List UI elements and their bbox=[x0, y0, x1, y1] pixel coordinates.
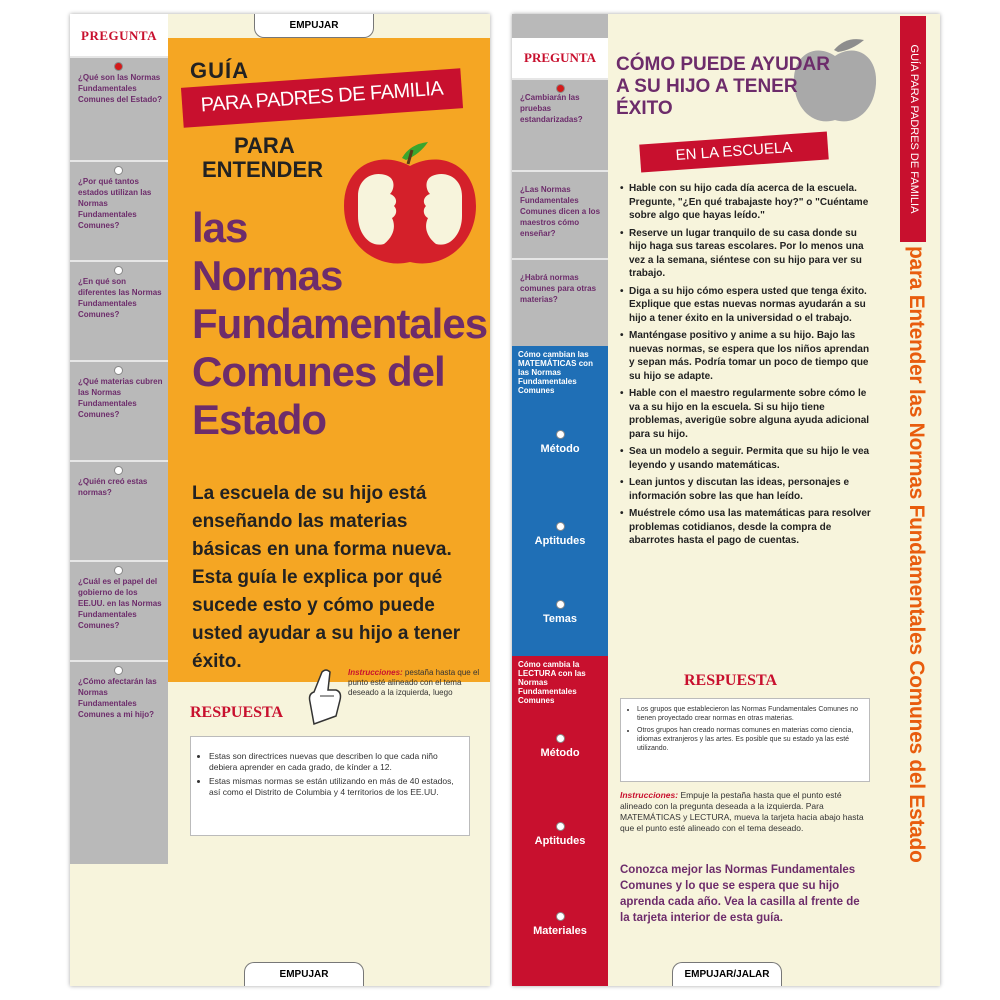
question-text: ¿Qué son las Normas Fundamentales Comunes del Estado? bbox=[78, 73, 163, 104]
push-pull-tab[interactable] bbox=[672, 962, 782, 986]
tips-list bbox=[620, 182, 875, 552]
answer-item: • Estas son directrices nuevas que describen lo que cada niño debiera aprender en cada grado, de kínder a 12. bbox=[209, 751, 461, 773]
selector-dot-icon bbox=[114, 366, 123, 375]
question-item[interactable] bbox=[70, 460, 168, 560]
math-item-label: Aptitudes bbox=[534, 535, 586, 547]
tip-item: • Hable con su hijo cada día acerca de la escuela. Pregunte, "¿En qué trabajaste hoy?" o "Cuéntame sobre algo que hayas leído." bbox=[620, 182, 875, 223]
title-line: Estado bbox=[192, 396, 327, 443]
math-section bbox=[512, 346, 608, 656]
tip-item: • Manténgase positivo y anime a su hijo. Bajo las nuevas normas, se espera que los niños aprendan y sepan más. Podría tomar un poco de tiempo que su hijo se adapte. bbox=[620, 329, 875, 383]
guide-card-back bbox=[512, 14, 940, 986]
question-text: ¿Qué materias cubren las Normas Fundamentales Comunes? bbox=[78, 377, 163, 419]
help-title: CÓMO PUEDE AYUDAR A SU HIJO A TENER ÉXITO bbox=[616, 54, 830, 119]
question-text: ¿Cómo afectarán las Normas Fundamentales Comunes a mi hijo? bbox=[78, 677, 157, 719]
question-item[interactable] bbox=[70, 56, 168, 160]
tip-item: • Diga a su hijo cómo espera usted que tenga éxito. Explique que estas nuevas normas ayudarán a su hijo a tener éxito en la universidad o el trabajo. bbox=[620, 285, 875, 326]
question-item[interactable] bbox=[70, 660, 168, 864]
selector-dot-icon bbox=[556, 600, 565, 609]
title-line: Fundamentales bbox=[192, 300, 488, 347]
selector-dot-icon bbox=[114, 666, 123, 675]
tip-item: • Lean juntos y discutan las ideas, personajes e información sobre las que han leído. bbox=[620, 476, 875, 503]
answer-item: • Otros grupos han creado normas comunes en materias como ciencia, idiomas extranjeros y las artes. Es posible que su estado ya las esté utilizando. bbox=[637, 726, 863, 753]
question-item[interactable] bbox=[70, 260, 168, 360]
hand-pointer-icon bbox=[300, 666, 346, 726]
answer-item: • Estas mismas normas se están utilizando en más de 40 estados, así como el Distrito de Columbia y 4 territorios de los EE.UU. bbox=[209, 776, 461, 798]
guide-card-front bbox=[70, 14, 490, 986]
selector-dot-icon bbox=[556, 430, 565, 439]
reading-item-label: Materiales bbox=[533, 925, 587, 937]
math-item-label: Temas bbox=[542, 613, 578, 625]
question-text: ¿Habrá normas comunes para otras materias? bbox=[520, 273, 597, 304]
title-line: Comunes del bbox=[192, 348, 445, 395]
instructions-label: Instrucciones: bbox=[620, 790, 679, 800]
reading-header: Cómo cambia la LECTURA con las Normas Fundamentales Comunes bbox=[518, 660, 586, 705]
push-tab-label: EMPUJAR bbox=[279, 969, 329, 980]
question-text: ¿En qué son diferentes las Normas Fundamentales Comunes? bbox=[78, 277, 162, 319]
instructions bbox=[348, 668, 488, 698]
question-item[interactable] bbox=[70, 560, 168, 660]
question-strip bbox=[70, 14, 168, 864]
math-header: Cómo cambian las MATEMÁTICAS con las Normas Fundamentales Comunes bbox=[518, 350, 593, 395]
instructions bbox=[620, 790, 874, 834]
question-header: PREGUNTA bbox=[70, 14, 168, 56]
question-text: ¿Cuál es el papel del gobierno de los EE.UU. en las Normas Fundamentales Comunes? bbox=[78, 577, 162, 630]
question-item[interactable] bbox=[512, 170, 608, 258]
learn-more-text: Conozca mejor las Normas Fundamentales Comunes y lo que se espera que su hijo aprenda cada año. Vea la casilla al frente de la tarjeta interior de esta guía. bbox=[620, 864, 860, 924]
title-line: las bbox=[192, 204, 248, 251]
answer-item: • Los grupos que establecieron las Normas Fundamentales Comunes no tienen proyectado crear normas en otras materias. bbox=[637, 705, 863, 723]
tip-item: • Muéstrele cómo usa las matemáticas para resolver problemas cotidianos, desde la compra de abarrotes hasta el pago de cuentas. bbox=[620, 507, 875, 548]
question-text: ¿Por qué tantos estados utilizan las Normas Fundamentales Comunes? bbox=[78, 177, 152, 230]
question-header: PREGUNTA bbox=[512, 38, 608, 78]
tip-item: • Hable con el maestro regularmente sobre cómo le va a su hijo en la escuela. Si su hijo tiene problemas, averigüe sobre alguna ayuda adicional para su hijo. bbox=[620, 387, 875, 441]
selector-dot-icon bbox=[556, 734, 565, 743]
answer-label: RESPUESTA bbox=[684, 672, 778, 689]
math-item[interactable] bbox=[512, 600, 608, 625]
selector-dot-icon bbox=[114, 62, 123, 71]
selector-dot-icon bbox=[114, 266, 123, 275]
para-label: PARA bbox=[234, 133, 295, 158]
title-line: Normas bbox=[192, 252, 343, 299]
selector-dot-icon bbox=[114, 566, 123, 575]
math-item[interactable] bbox=[512, 522, 608, 547]
push-tab-top[interactable] bbox=[254, 14, 374, 38]
reading-item[interactable] bbox=[512, 822, 608, 847]
selector-dot-icon bbox=[114, 466, 123, 475]
question-item[interactable] bbox=[512, 78, 608, 170]
selector-dot-icon bbox=[556, 912, 565, 921]
guide-label: GUÍA bbox=[190, 58, 249, 83]
reading-item[interactable] bbox=[512, 912, 608, 937]
selector-dot-icon bbox=[556, 822, 565, 831]
question-item[interactable] bbox=[70, 360, 168, 460]
entender-label: ENTENDER bbox=[202, 157, 324, 182]
side-red-banner bbox=[900, 16, 926, 242]
answer-window bbox=[190, 736, 470, 836]
reading-section bbox=[512, 656, 608, 986]
reading-item[interactable] bbox=[512, 734, 608, 759]
selector-dot-icon bbox=[556, 522, 565, 531]
instructions-text: Empuje la pestaña hasta que el punto esté alineado con la pregunta deseada a la izquierda. Para MATEMÁTICAS y LECTURA, mueva la tarjeta hacia abajo hasta que el punto esté alineado con el tema deseado. bbox=[620, 790, 864, 833]
math-item-label: Método bbox=[540, 443, 580, 455]
question-text: ¿Cambiarán las pruebas estandarizadas? bbox=[520, 93, 583, 124]
school-banner: EN LA ESCUELA bbox=[639, 131, 828, 172]
tip-item: • Sea un modelo a seguir. Permita que su hijo le vea leyendo y usando matemáticas. bbox=[620, 445, 875, 472]
question-text: ¿Quién creó estas normas? bbox=[78, 477, 148, 497]
selector-dot-icon bbox=[556, 84, 565, 93]
intro-text: La escuela de su hijo está enseñando las materias básicas en una forma nueva. Esta guía le explica por qué sucede esto y cómo puede usted ayudar a su hijo a tener éxito. bbox=[192, 483, 461, 672]
question-item[interactable] bbox=[512, 258, 608, 346]
push-pull-tab-label: EMPUJAR/JALAR bbox=[684, 969, 770, 980]
reading-item-label: Método bbox=[540, 747, 580, 759]
side-banner-text: GUÍA PARA PADRES DE FAMILIA bbox=[908, 44, 920, 214]
answer-label: RESPUESTA bbox=[190, 704, 284, 721]
push-tab-label: EMPUJAR bbox=[289, 20, 339, 31]
tip-item: • Reserve un lugar tranquilo de su casa donde su hijo haga sus tareas escolares. Por lo menos una vez a la semana, siéntese con su hijo para ver su trabajo. bbox=[620, 227, 875, 281]
instructions-text: pestaña hasta que el punto esté alineado con el tema deseado a la izquierda, luego bbox=[348, 668, 480, 697]
selector-dot-icon bbox=[114, 166, 123, 175]
side-title: para Entender las Normas Fundamentales Comunes del Estado bbox=[905, 246, 928, 863]
answer-window bbox=[620, 698, 870, 782]
guide-title bbox=[192, 204, 490, 444]
reading-item-label: Aptitudes bbox=[534, 835, 586, 847]
instructions-label: Instrucciones: bbox=[348, 668, 403, 677]
question-text: ¿Las Normas Fundamentales Comunes dicen a los maestros cómo enseñar? bbox=[520, 185, 601, 238]
push-tab-bottom[interactable] bbox=[244, 962, 364, 986]
question-item[interactable] bbox=[70, 160, 168, 260]
math-item[interactable] bbox=[512, 430, 608, 455]
parents-banner: PARA PADRES DE FAMILIA bbox=[181, 68, 463, 127]
